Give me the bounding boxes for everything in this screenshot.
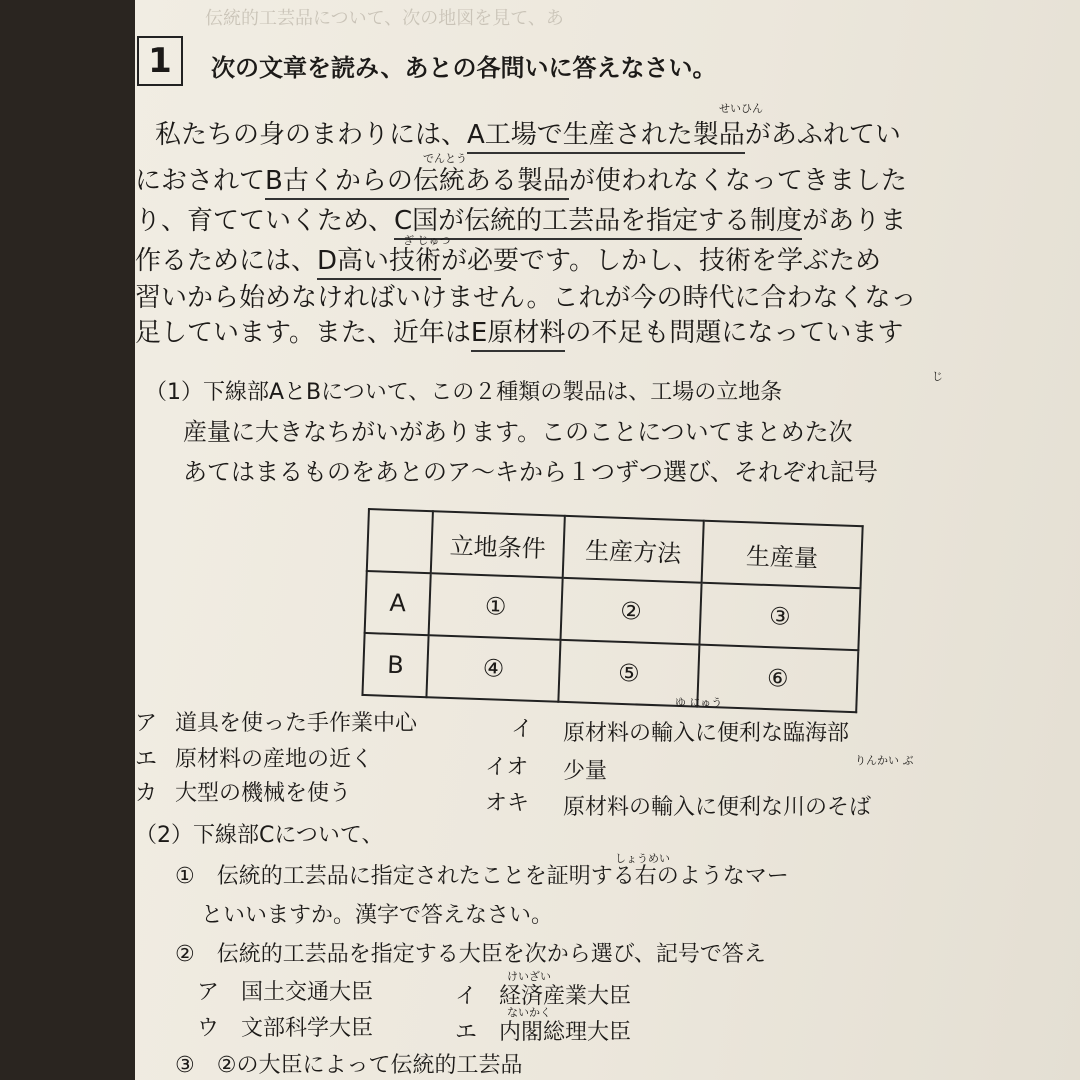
table-cell: ④	[426, 635, 560, 702]
ruby-shoumei: しょうめい	[615, 852, 670, 865]
option-text: 大型の機械を使う	[175, 781, 352, 806]
passage-line-4: 作るためには、D高い技術が必要です。しかし、技術を学ぶため	[135, 248, 881, 274]
ruby-yunyuu: ゆ にゅう	[675, 696, 723, 709]
table-header-cell	[367, 509, 433, 573]
ruby-gijutsu: ぎ じゅつ	[403, 234, 451, 247]
ruby-keizai: けいざい	[507, 970, 551, 983]
option-text: 道具を使った手作業中心	[175, 711, 418, 736]
answer-table	[361, 508, 863, 713]
passage-line-6: 足しています。また、近年はE原材料の不足も問題になっています	[135, 320, 903, 346]
option-mark: イ	[511, 717, 534, 742]
table-cell: A	[365, 571, 431, 635]
option-mark: イオ	[485, 755, 529, 780]
q2-sub2: ② 伝統的工芸品を指定する大臣を次から選び、記号で答え	[175, 942, 766, 967]
q2-sub1-line-b: といいますか。漢字で答えなさい。	[201, 903, 554, 928]
passage-line-1: 私たちの身のまわりには、A工場で生産された製品があふれてい	[155, 122, 901, 148]
table-header-cell: 生産方法	[563, 516, 704, 583]
table-cell: ①	[429, 573, 563, 640]
table-header-cell: 立地条件	[431, 511, 565, 578]
ruby-ji: じ	[932, 370, 943, 383]
table-cell: B	[362, 633, 428, 697]
option-mark: ア	[135, 711, 158, 736]
option-mark: エ	[135, 747, 158, 772]
q2-line-1: （2）下線部Cについて、	[135, 823, 384, 848]
option-mark: オキ	[485, 791, 530, 816]
option-text: 原材料の産地の近く	[175, 747, 374, 772]
question-number-box: 1	[137, 36, 183, 86]
passage-line-5: 習いから始めなければいけません。これが今の時代に合わなくなっ	[135, 283, 917, 313]
q2-option-a: ア 国土交通大臣	[197, 980, 374, 1005]
underline-b: B古くからの伝統ある製品	[265, 166, 569, 200]
ruby-naikaku: ないかく	[507, 1006, 551, 1019]
q2-option-i: イ 経済産業大臣	[455, 984, 632, 1009]
option-text: 少量	[563, 759, 608, 784]
q2-sub1-line-a: ① 伝統的工芸品に指定されたことを証明する右のようなマー	[175, 864, 789, 889]
underline-e: E原材料	[471, 318, 565, 352]
q1-line-1: （1）下線部AとBについて、この２種類の製品は、工場の立地条	[145, 380, 783, 405]
passage-line-2: におされてB古くからの伝統ある製品が使われなくなってきました	[135, 168, 907, 194]
q2-sub3: ③ ②の大臣によって伝統的工芸品	[175, 1053, 523, 1078]
q1-line-3: あてはまるものをあとのア～キから１つずつ選び、それぞれ記号	[183, 458, 879, 486]
table-cell: ③	[699, 583, 860, 651]
q2-option-u: ウ 文部科学大臣	[197, 1016, 374, 1041]
ruby-dentou: でんとう	[423, 152, 467, 165]
q1-line-2: 産量に大きなちがいがあります。このことについてまとめた次	[183, 418, 853, 446]
ruby-rinkaibu: りんかい ぶ	[855, 754, 914, 767]
faded-header-text: 伝統的工芸品について、次の地図を見て、あ	[205, 8, 564, 29]
table-cell: ②	[561, 578, 702, 645]
table-header-cell: 生産量	[702, 521, 863, 589]
ruby-seihin: せいひん	[719, 102, 763, 115]
underline-d: D高い技術	[317, 246, 441, 280]
option-mark: カ	[135, 781, 158, 806]
option-text: 原材料の輸入に便利な川のそば	[563, 795, 872, 820]
passage-line-3: り、育てていくため、C国が伝統的工芸品を指定する制度がありま	[135, 208, 906, 234]
worksheet-page	[135, 0, 1080, 1080]
table-cell: ⑤	[558, 640, 699, 707]
table-cell: ⑥	[697, 645, 858, 713]
q2-option-e: エ 内閣総理大臣	[455, 1020, 632, 1045]
option-text: 原材料の輸入に便利な臨海部	[563, 721, 850, 746]
instruction-lead: 次の文章を読み、あとの各問いに答えなさい。	[211, 54, 717, 82]
underline-c: C国が伝統的工芸品を指定する制度	[394, 206, 802, 240]
underline-a: A工場で生産された製品	[467, 120, 745, 154]
